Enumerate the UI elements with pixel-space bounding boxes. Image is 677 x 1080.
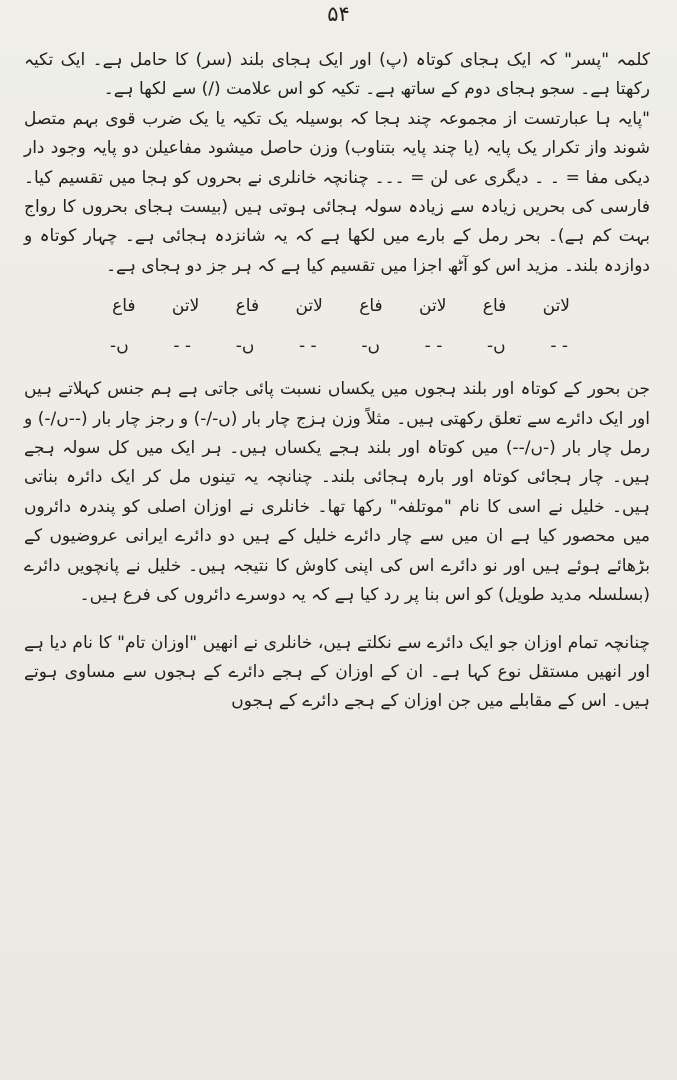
- scansion-mark: -ں: [235, 336, 255, 357]
- paragraph: "پایہ ہا عبارتست از مجموعہ چند ہجا کہ بوسیلہ یک تکیہ یا یک ضرب قوی بہم متصل شوند واز تکرار یک پایہ (یا چند پایہ بتناوب) وزن حاصل میشود مفاعیلن دو پایہ وجود دار دیکی مفا = ۔ ۔ دیگری عی لن = ۔۔۔ چنانچہ خانلری نے بحروں کو ہجا میں تقسیم کیا۔ فارسی کی بحریں زیادہ سے زیادہ سولہ ہجائی ہوتی ہیں (بیست ہجای بحروں کا رواج بہت کم ہے)۔ بحر رمل کے بارے میں لکھا ہے کہ یہ شانزدہ ہجائی ہے۔ چہار کوتاہ و دوازدہ بلند۔ مزید اس کو آٹھ اجزا میں تقسیم کیا ہے کہ ہر جز دو ہجای ہے۔: [24, 108, 650, 276]
- paragraph: کلمہ "پسر" کہ ایک ہجای کوتاہ (پ) اور ایک ہجای بلند (سر) کا حامل ہے۔ ایک تکیہ رکھتا ہے۔ سجو ہجای دوم کے ساتھ ہے۔ تکیہ کو اس علامت (/) سے لکھا ہے۔: [24, 50, 650, 100]
- scansion-mark: - -: [299, 336, 317, 357]
- meter-labels-row: [24, 291, 650, 321]
- meter-label: فاع: [482, 296, 507, 317]
- meter-label: فاع: [359, 296, 383, 317]
- meter-label: لاتن: [419, 296, 447, 317]
- scansion-mark: -ں: [361, 336, 380, 357]
- scansion-row: [24, 331, 650, 361]
- meter-label: لاتن: [542, 296, 570, 317]
- paragraph: جن بحور کے کوتاہ اور بلند ہجوں میں یکساں نسبت پائی جاتی ہے ہم جنس کہلاتے ہیں اور ایک دائرے سے تعلق رکھتی ہیں۔ مثلاً وزن ہزج چار بار (ں-/-) و رجز چار بار (--ں/-) و رمل چار بار (-ں/--) میں کوتاہ اور بلند ہجے یکساں ہیں۔ ہر ایک میں کل سولہ ہجے ہیں۔ چار ہجائی کوتاہ اور بارہ ہجائی بلند۔ چنانچہ یہ تینوں مل کر ایک دائرہ بناتی ہیں۔ خلیل نے اسی کا نام "موتلفہ" رکھا تھا۔ خانلری نے اوزان اصلی کو پندرہ دائروں میں محصور کیا ہے ان میں سے چار دائرے خلیل کے ہیں دو دائرے ایرانی عروضیوں کے بڑھائے ہوئے ہیں اور نو دائرے اس کی اپنی کاوش کا نتیجہ ہیں۔ خلیل نے پانچویں دائرے (بسلسلہ مدید طویل) کو اس بنا پر رد کیا ہے کہ یہ دوسرے دائروں کی فرع ہیں۔: [24, 379, 650, 606]
- scansion-mark: - -: [173, 336, 192, 357]
- page-number: ۵۴: [327, 2, 350, 26]
- meter-label: فاع: [235, 296, 260, 317]
- scansion-mark: - -: [550, 336, 568, 357]
- meter-label: لاتن: [295, 296, 323, 317]
- paragraph: چنانچہ تمام اوزان جو ایک دائرے سے نکلتے ہیں، خانلری نے انھیں "اوزان تام" کا نام دیا ہے اور انھیں مستقل نوع کہا ہے۔ ان کے اوزان کے ہجے دائرے کے ہجوں سے مساوی ہوتے ہیں۔ اس کے مقابلے میں جن اوزان کے ہجے دائرے کے ہجوں: [24, 632, 650, 712]
- scansion-mark: -ں: [110, 336, 129, 357]
- meter-label: فاع: [112, 296, 136, 317]
- scansion-mark: -ں: [487, 336, 506, 357]
- body-text: [24, 46, 650, 717]
- meter-label: لاتن: [171, 296, 200, 317]
- scansion-mark: - -: [424, 336, 443, 357]
